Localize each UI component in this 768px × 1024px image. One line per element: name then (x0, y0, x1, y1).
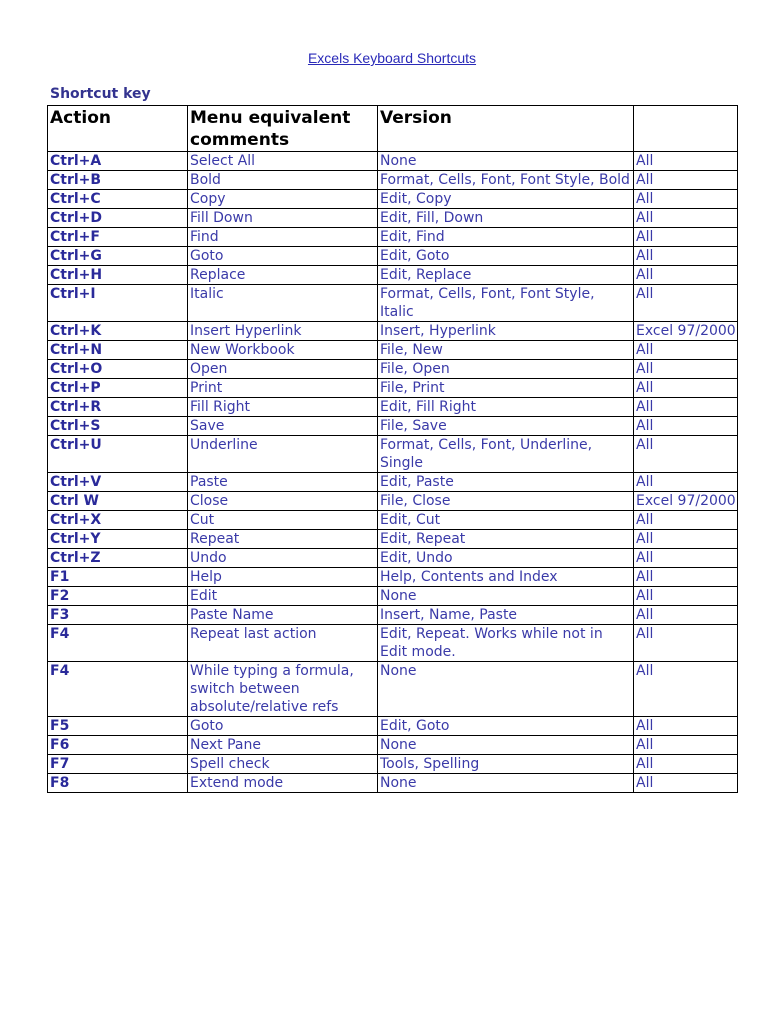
menu-path-cell: Edit, Repeat. Works while not in Edit mode. (378, 625, 634, 662)
table-row (48, 247, 738, 266)
version-cell: All (634, 341, 738, 360)
shortcut-key-cell: F3 (48, 606, 188, 625)
version-cell: All (634, 190, 738, 209)
action-cell: Copy (188, 190, 378, 209)
header-blank (634, 106, 738, 152)
menu-path-cell: Insert, Name, Paste (378, 606, 634, 625)
table-row (48, 436, 738, 473)
version-cell: All (634, 285, 738, 322)
shortcuts-table (47, 105, 738, 793)
table-row (48, 755, 738, 774)
shortcut-key-cell: Ctrl+C (48, 190, 188, 209)
action-cell: Close (188, 492, 378, 511)
menu-path-cell: File, Save (378, 417, 634, 436)
shortcut-key-cell: Ctrl+A (48, 152, 188, 171)
action-cell: Next Pane (188, 736, 378, 755)
version-cell: All (634, 736, 738, 755)
shortcut-key-cell: Ctrl+N (48, 341, 188, 360)
action-cell: Undo (188, 549, 378, 568)
table-row (48, 360, 738, 379)
action-cell: Underline (188, 436, 378, 473)
version-cell: All (634, 171, 738, 190)
table-row (48, 736, 738, 755)
header-action: Action (48, 106, 188, 152)
shortcut-key-cell: Ctrl+X (48, 511, 188, 530)
shortcut-key-cell: Ctrl+I (48, 285, 188, 322)
shortcut-key-cell: F5 (48, 717, 188, 736)
action-cell: Spell check (188, 755, 378, 774)
header-version: Version (378, 106, 634, 152)
shortcut-key-cell: Ctrl+B (48, 171, 188, 190)
shortcut-key-cell: Ctrl+H (48, 266, 188, 285)
menu-path-cell: Edit, Goto (378, 247, 634, 266)
table-body (48, 152, 738, 793)
table-row (48, 717, 738, 736)
menu-path-cell: Edit, Repeat (378, 530, 634, 549)
menu-path-cell: None (378, 587, 634, 606)
version-cell: All (634, 152, 738, 171)
shortcut-key-cell: F8 (48, 774, 188, 793)
shortcut-key-cell: Ctrl+S (48, 417, 188, 436)
table-row (48, 606, 738, 625)
table-row (48, 530, 738, 549)
menu-path-cell: Edit, Fill, Down (378, 209, 634, 228)
action-cell: Italic (188, 285, 378, 322)
version-cell: All (634, 360, 738, 379)
table-row (48, 152, 738, 171)
version-cell: All (634, 417, 738, 436)
table-row (48, 417, 738, 436)
menu-path-cell: Edit, Undo (378, 549, 634, 568)
action-cell: Extend mode (188, 774, 378, 793)
action-cell: Edit (188, 587, 378, 606)
shortcut-key-cell: F4 (48, 662, 188, 717)
menu-path-cell: Edit, Find (378, 228, 634, 247)
menu-path-cell: File, Print (378, 379, 634, 398)
action-cell: Replace (188, 266, 378, 285)
action-cell: Goto (188, 717, 378, 736)
version-cell: All (634, 511, 738, 530)
menu-path-cell: Edit, Paste (378, 473, 634, 492)
version-cell: All (634, 247, 738, 266)
version-cell: All (634, 662, 738, 717)
menu-path-cell: File, Close (378, 492, 634, 511)
action-cell: Paste Name (188, 606, 378, 625)
action-cell: Repeat last action (188, 625, 378, 662)
menu-path-cell: None (378, 736, 634, 755)
table-row (48, 171, 738, 190)
version-cell: Excel 97/2000 (634, 492, 738, 511)
action-cell: Open (188, 360, 378, 379)
menu-path-cell: Format, Cells, Font, Font Style, Italic (378, 285, 634, 322)
header-menu-equivalent: Menu equivalent comments (188, 106, 378, 152)
action-cell: Cut (188, 511, 378, 530)
table-row (48, 568, 738, 587)
action-cell: Bold (188, 171, 378, 190)
table-row (48, 662, 738, 717)
version-cell: All (634, 717, 738, 736)
shortcut-key-cell: Ctrl+P (48, 379, 188, 398)
menu-path-cell: Edit, Copy (378, 190, 634, 209)
version-cell: All (634, 266, 738, 285)
action-cell: Repeat (188, 530, 378, 549)
shortcut-key-cell: Ctrl+Z (48, 549, 188, 568)
table-row (48, 190, 738, 209)
menu-path-cell: Edit, Replace (378, 266, 634, 285)
action-cell: New Workbook (188, 341, 378, 360)
table-row (48, 492, 738, 511)
menu-path-cell: Help, Contents and Index (378, 568, 634, 587)
shortcut-key-cell: Ctrl+U (48, 436, 188, 473)
menu-path-cell: Tools, Spelling (378, 755, 634, 774)
version-cell: All (634, 530, 738, 549)
action-cell: Paste (188, 473, 378, 492)
menu-path-cell: None (378, 774, 634, 793)
menu-path-cell: Format, Cells, Font, Font Style, Bold (378, 171, 634, 190)
table-caption: Shortcut key (50, 86, 151, 102)
version-cell: All (634, 587, 738, 606)
version-cell: All (634, 209, 738, 228)
table-row (48, 549, 738, 568)
menu-path-cell: None (378, 662, 634, 717)
table-row (48, 341, 738, 360)
version-cell: All (634, 379, 738, 398)
shortcut-key-cell: Ctrl+O (48, 360, 188, 379)
action-cell: Fill Right (188, 398, 378, 417)
shortcut-key-cell: Ctrl+G (48, 247, 188, 266)
shortcut-key-cell: Ctrl+D (48, 209, 188, 228)
table-row (48, 625, 738, 662)
action-cell: Insert Hyperlink (188, 322, 378, 341)
table-row (48, 322, 738, 341)
action-cell: Goto (188, 247, 378, 266)
version-cell: All (634, 436, 738, 473)
shortcut-key-cell: F4 (48, 625, 188, 662)
version-cell: All (634, 755, 738, 774)
shortcut-key-cell: F6 (48, 736, 188, 755)
page-title-link[interactable]: Excels Keyboard Shortcuts (307, 50, 477, 66)
action-cell: Save (188, 417, 378, 436)
shortcut-key-cell: Ctrl+F (48, 228, 188, 247)
shortcut-key-cell: Ctrl+Y (48, 530, 188, 549)
table-row (48, 266, 738, 285)
menu-path-cell: File, Open (378, 360, 634, 379)
table-row (48, 398, 738, 417)
menu-path-cell: None (378, 152, 634, 171)
table-row (48, 285, 738, 322)
version-cell: Excel 97/2000 (634, 322, 738, 341)
action-cell: While typing a formula, switch between absolute/relative refs (188, 662, 378, 717)
table-row (48, 209, 738, 228)
version-cell: All (634, 228, 738, 247)
menu-path-cell: Edit, Goto (378, 717, 634, 736)
version-cell: All (634, 568, 738, 587)
menu-path-cell: Edit, Cut (378, 511, 634, 530)
menu-path-cell: File, New (378, 341, 634, 360)
shortcut-key-cell: F2 (48, 587, 188, 606)
version-cell: All (634, 398, 738, 417)
action-cell: Find (188, 228, 378, 247)
version-cell: All (634, 473, 738, 492)
version-cell: All (634, 549, 738, 568)
shortcut-key-cell: Ctrl+V (48, 473, 188, 492)
action-cell: Fill Down (188, 209, 378, 228)
table-row (48, 774, 738, 793)
shortcut-key-cell: Ctrl+K (48, 322, 188, 341)
table-row (48, 228, 738, 247)
action-cell: Select All (188, 152, 378, 171)
menu-path-cell: Insert, Hyperlink (378, 322, 634, 341)
table-row (48, 587, 738, 606)
shortcut-key-cell: Ctrl+R (48, 398, 188, 417)
version-cell: All (634, 625, 738, 662)
shortcut-key-cell: F7 (48, 755, 188, 774)
menu-path-cell: Edit, Fill Right (378, 398, 634, 417)
shortcut-key-cell: Ctrl W (48, 492, 188, 511)
menu-path-cell: Format, Cells, Font, Underline, Single (378, 436, 634, 473)
action-cell: Print (188, 379, 378, 398)
table-row (48, 473, 738, 492)
header-row (48, 106, 738, 152)
version-cell: All (634, 774, 738, 793)
table-row (48, 511, 738, 530)
action-cell: Help (188, 568, 378, 587)
version-cell: All (634, 606, 738, 625)
shortcut-key-cell: F1 (48, 568, 188, 587)
table-row (48, 379, 738, 398)
